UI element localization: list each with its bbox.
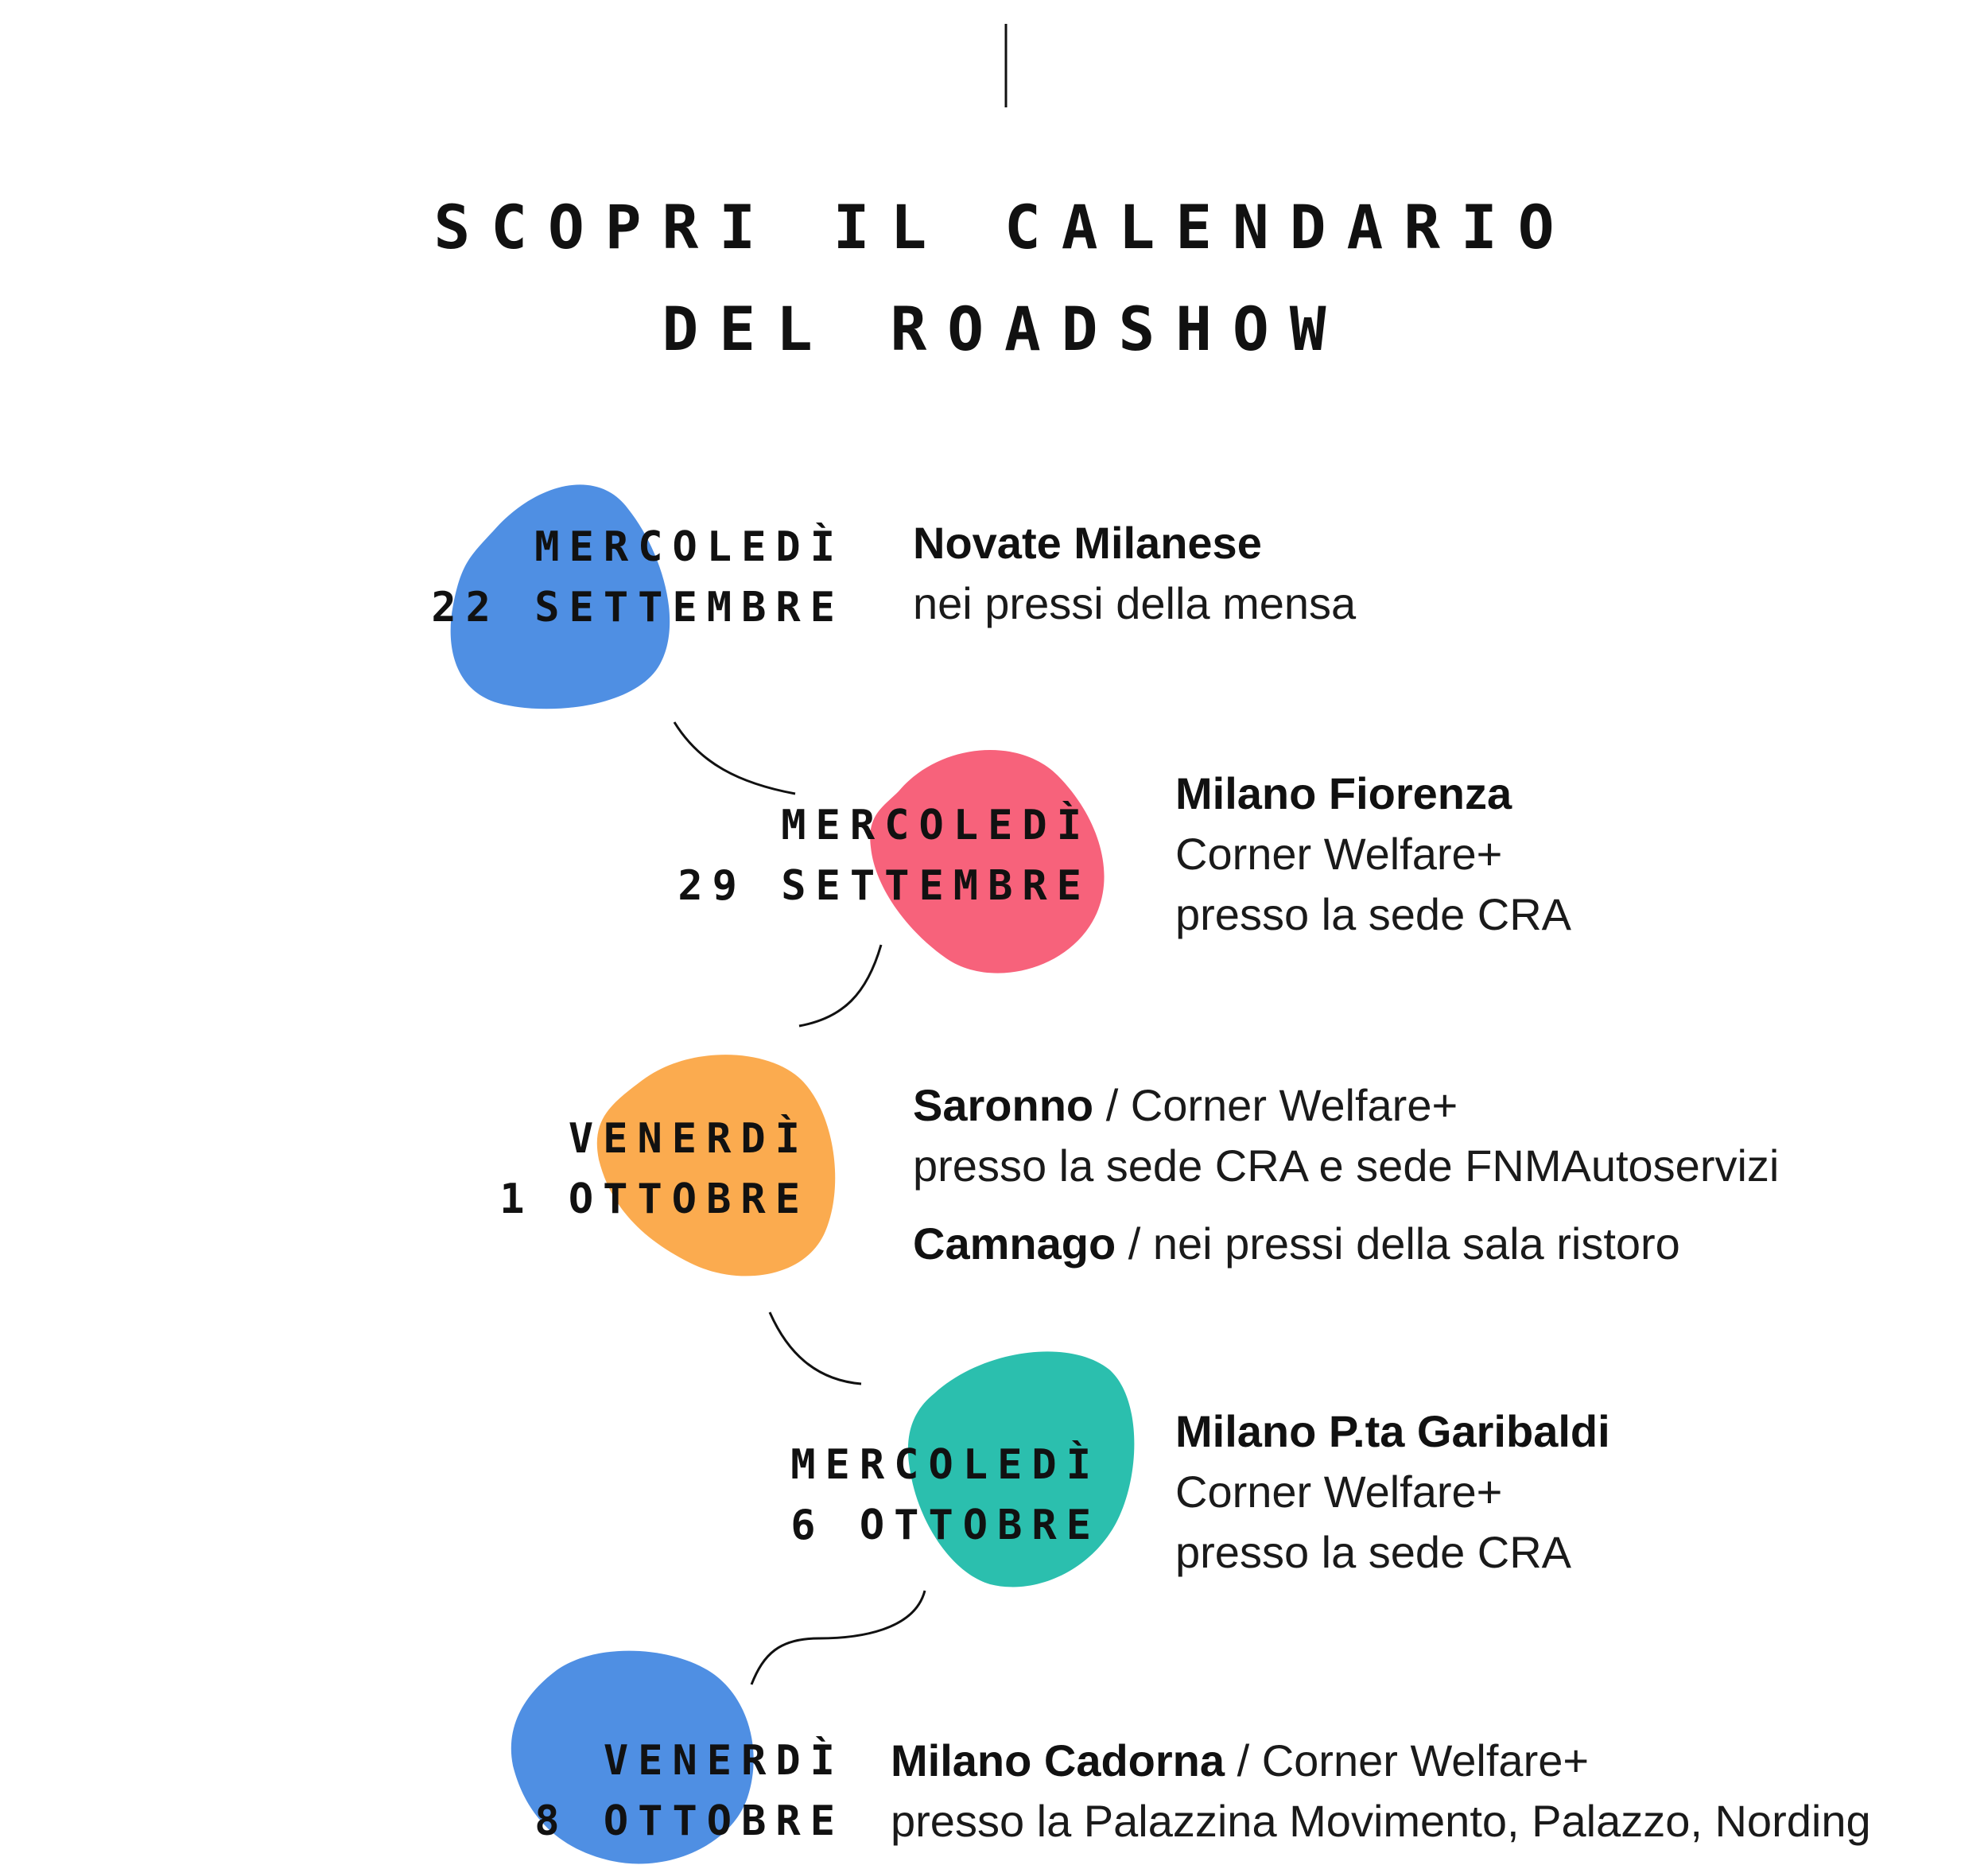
connector-1 [674, 722, 795, 794]
event-day: MERCOLEDÌ [534, 523, 845, 571]
event-date [534, 1731, 845, 1852]
event-date [499, 1109, 810, 1230]
event-detail: nei pressi della mensa [913, 578, 1357, 628]
event-detail: Corner Welfare+ [1175, 829, 1503, 879]
event-place: Milano P.ta Garibaldi [1175, 1406, 1610, 1456]
event-day-date: 6 OTTOBRE [790, 1502, 1101, 1549]
event-place: Novate Milanese [913, 518, 1262, 568]
event-inline-detail-2: / nei pressi della sala ristoro [1128, 1218, 1680, 1269]
event-day: MERCOLEDÌ [781, 802, 1091, 849]
event-day-date: 29 SETTEMBRE [678, 862, 1091, 910]
event-detail: presso la sede CRA e sede FNMAutoservizi [913, 1140, 1780, 1191]
event-inline-detail: / Corner Welfare+ [1105, 1080, 1458, 1130]
event-place: Saronno [913, 1080, 1094, 1130]
event-info [1175, 1401, 1610, 1583]
page-title [0, 177, 1988, 380]
event-detail: Corner Welfare+ [1175, 1467, 1503, 1517]
event-inline-detail: / Corner Welfare+ [1237, 1735, 1590, 1785]
event-date [790, 1435, 1101, 1556]
event-place-2: Camnago [913, 1218, 1116, 1269]
connector-4 [751, 1591, 925, 1684]
event-day-date: 8 OTTOBRE [534, 1797, 845, 1845]
connector-3 [770, 1312, 861, 1384]
event-detail: presso la sede CRA [1175, 1527, 1572, 1577]
event-detail: presso la Palazzina Movimento, Palazzo, Nording [891, 1796, 1871, 1846]
event-info [913, 513, 1356, 634]
event-day: MERCOLEDÌ [790, 1441, 1101, 1489]
event-day-date: 1 OTTOBRE [499, 1175, 810, 1223]
event-date [431, 517, 845, 638]
event-date [678, 795, 1091, 916]
event-day-date: 22 SETTEMBRE [431, 584, 845, 631]
event-day: VENERDÌ [568, 1115, 810, 1163]
event-info [891, 1731, 1871, 1852]
event-info [913, 1075, 1779, 1274]
event-place: Milano Cadorna [891, 1735, 1225, 1785]
event-detail: presso la sede CRA [1175, 889, 1572, 939]
title-line-1: SCOPRI IL CALENDARIO [433, 192, 1575, 262]
title-line-2: DEL ROADSHOW [662, 293, 1347, 364]
event-place: Milano Fiorenza [1175, 768, 1512, 818]
event-info [1175, 764, 1571, 945]
event-day: VENERDÌ [603, 1737, 845, 1785]
